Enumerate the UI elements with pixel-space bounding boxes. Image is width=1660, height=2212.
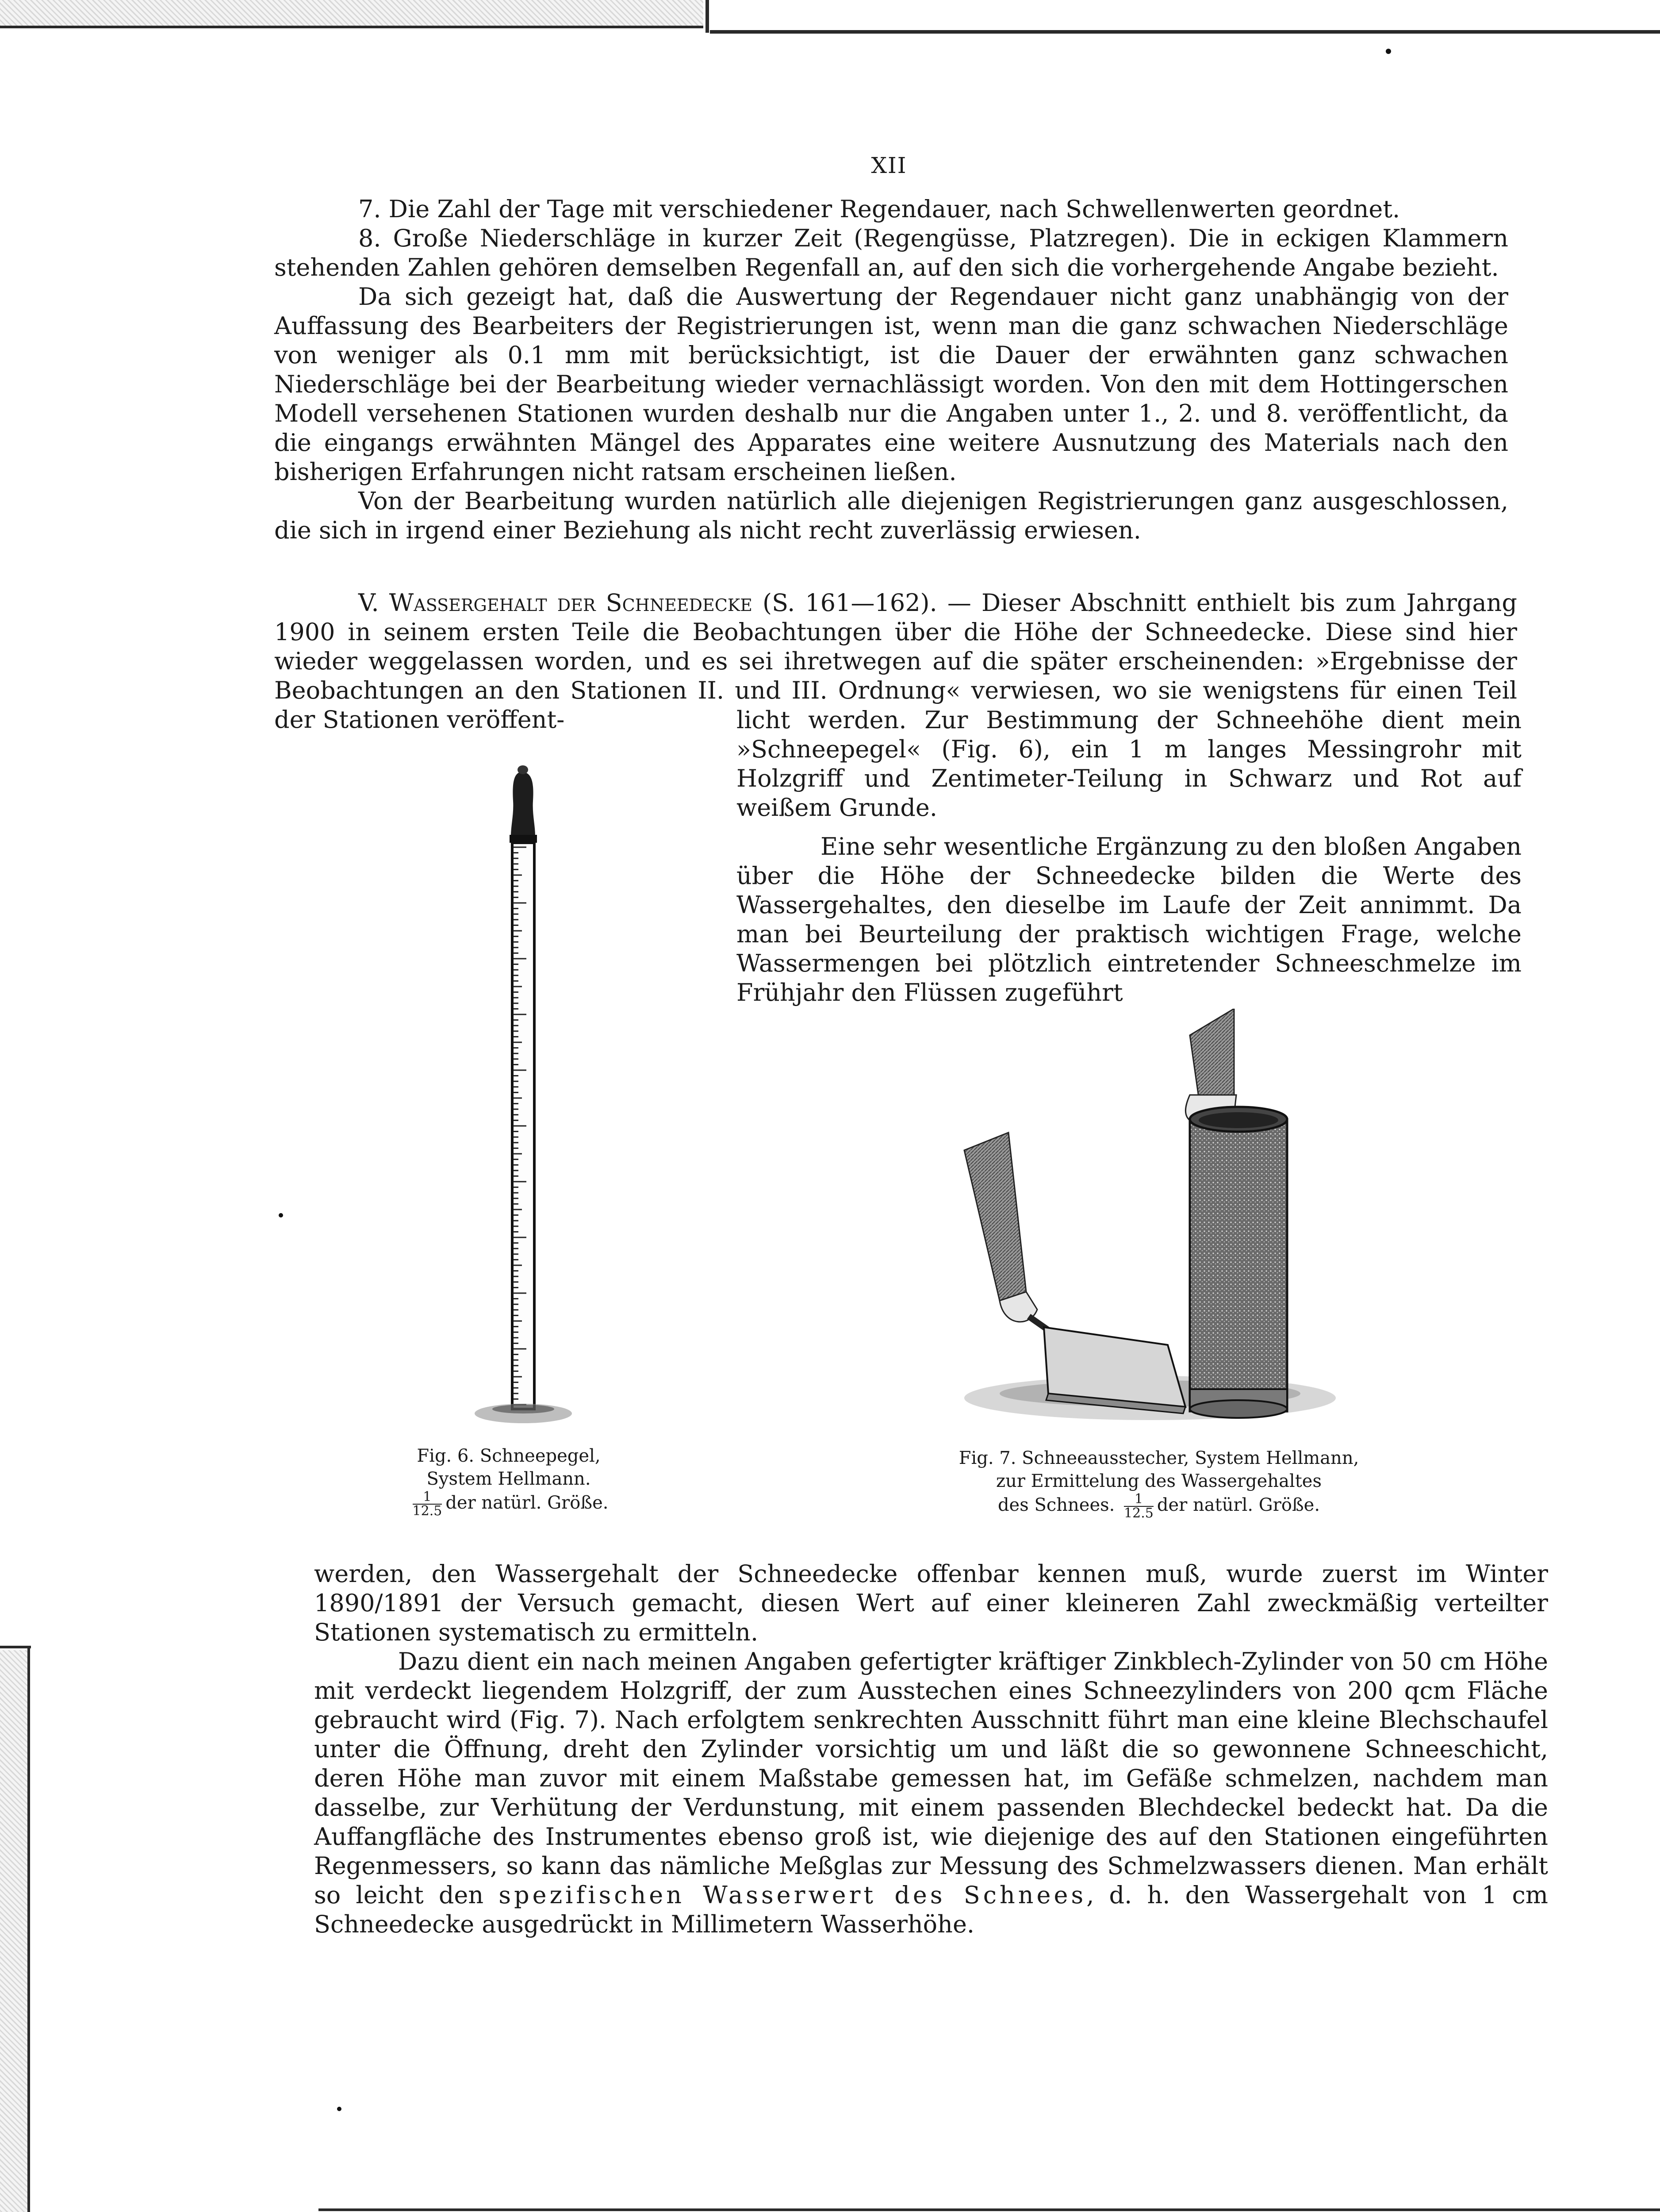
figure-7-scale: des Schnees. $\frac{1}{12.5}$ der natürl. Größe. [997,1491,1320,1521]
figure-6-system: System Hellmann. [426,1469,591,1489]
scan-edge-top-left-line [0,26,703,28]
figure-7-purpose: zur Ermittelung des Wassergehaltes [996,1471,1322,1491]
section-v-text: (S. 161—162). — Dieser Abschnitt enthielt bis zum Jahrgang 1900 in seinem ersten Teile die Beobachtungen über die Höhe der Schneedecke. Diese sind hier wieder weggelassen worden, und es sei ihretwegen auf die später erscheinenden: »Ergebnisse der Beobachtungen an den Stationen II. und III. Ordnung« verwiesen, wo sie wenigstens für einen Teil der Stationen veröffent- [274,589,1517,733]
page-number: XII [871,153,907,178]
paragraph-schneepegel: licht werden. Zur Bestimmung der Schneehöhe dient mein »Schneepegel« (Fig. 6), ein 1 m langes Messingrohr mit Holzgriff und Zentimeter-Teilung in Schwarz und Rot auf weißem Grunde. [736,706,1522,822]
figure-7-title: Fig. 7. Schneeausstecher, System Hellmann, [958,1448,1359,1468]
figure-7-schneeausstecher [960,1009,1340,1433]
figure-7-scale-text: der natürl. Größe. [1157,1495,1320,1515]
scale-fraction: $\frac{1}{12.5}$ [1124,1491,1154,1521]
scan-edge-top-left [0,0,703,27]
list-item-7: 7. Die Zahl der Tage mit verschiedener Regendauer, nach Schwellenwerten geordnet. [358,195,1400,223]
scale-fraction: $\frac{1}{12.5}$ [412,1489,442,1519]
ink-dot [279,1213,283,1217]
text-block-top [274,195,1508,545]
spaced-term: spezifischen Wasserwert des Schnees [498,1881,1087,1909]
figure-6-scale [398,1490,619,1518]
ink-dot [337,2107,341,2111]
figure-7-caption [951,1447,1367,1520]
figure-6-schneepegel [469,759,584,1431]
scan-edge-left-line [27,1646,30,2212]
ink-dot [1386,49,1391,54]
figure-6-scale-text: der natürl. Größe. [445,1493,609,1513]
figure-6-caption [398,1444,619,1518]
section-v-right-column [736,706,1522,1007]
scan-edge-left-speckle [0,1650,27,2212]
paragraph-zinkblech-zylinder: Dazu dient ein nach meinen Angaben gefertigter kräftiger Zinkblech-Zylinder von 50 cm Höhe mit verdeckt liegendem Holzgriff, der zum Ausstechen eines Schneezylinders von 200 qcm Fläche gebraucht wird (Fig. 7). Nach erfolgtem senkrechten Ausschnitt führt man eine kleine Blechschaufel unter die Öffnung, dreht den Zylinder vorsichtig um und läßt die so gewonnene Schneeschicht, deren Höhe man zuvor mit einem Maßstabe gemessen hat, im Gefäße schmelzen, nachdem man dasselbe, zur Verhütung der Verdunstung, mit einem passenden Blechdeckel bedeckt hat. Da die Auffangfläche des Instrumentes ebenso groß ist, wie diejenige des auf den Stationen eingeführten Regenmessers, so kann das nämliche Meßglas zur Messung des Schmelzwassers dienen. Man erhält so leicht den spezifischen Wasserwert des Schnees, d. h. den Wassergehalt von 1 cm Schneedecke ausgedrückt in Millimetern Wasserhöhe. [314,1647,1548,1938]
figure-6-title: Fig. 6. Schneepegel, [417,1446,601,1466]
scan-edge-top-right [710,30,1660,34]
scan-edge-left-bracket [0,1646,31,1648]
paragraph-wassergehalt-cont: werden, den Wassergehalt der Schneedecke offenbar kennen muß, wurde zuerst im Winter 1890/1891 der Versuch gemacht, diesen Wert auf einer kleineren Zahl zweckmäßig verteilter Stationen systematisch zu ermitteln. [314,1560,1548,1646]
scan-edge-top-divider [705,0,709,33]
paragraph-regendauer: Da sich gezeigt hat, daß die Auswertung der Regendauer nicht ganz unabhängig von der Auffassung des Bearbeiters der Registrierungen ist, wenn man die ganz schwachen Niederschläge von weniger als 0.1 mm mit berücksichtigt, ist die Dauer der erwähnten ganz schwachen Niederschläge bei der Bearbeitung wieder vernachlässigt worden. Von den mit dem Hottingerschen Modell versehenen Stationen wurden deshalb nur die Angaben unter 1., 2. und 8. veröffentlicht, da die eingangs erwähnten Mängel des Apparates eine weitere Ausnutzung des Materials nach den bisherigen Erfahrungen nicht ratsam erscheinen ließen. [274,283,1508,486]
text-block-bottom [314,1559,1548,1939]
scan-edge-bottom [318,2208,1660,2211]
paragraph-wassergehalt: Eine sehr wesentliche Ergänzung zu den bloßen Angaben über die Höhe der Schneedecke bilden die Werte des Wassergehaltes, den dieselbe im Laufe der Zeit annimmt. Da man bei Beurteilung der praktisch wichtigen Frage, welche Wassermengen bei plötzlich eintretender Schneeschmelze im Frühjahr den Flüssen zugeführt [736,833,1522,1006]
section-heading: V. Wassergehalt der Schneedecke [358,589,752,617]
list-item-8: 8. Große Niederschläge in kurzer Zeit (Regengüsse, Platzregen). Die in eckigen Klammern stehenden Zahlen gehören demselben Regenfall an, auf den sich die vorhergehende Angabe bezieht. [274,224,1508,281]
paragraph-bearbeitung: Von der Bearbeitung wurden natürlich alle diejenigen Registrierungen ganz ausgeschlossen, die sich in irgend einer Beziehung als nicht recht zuverlässig erwiesen. [274,487,1508,544]
